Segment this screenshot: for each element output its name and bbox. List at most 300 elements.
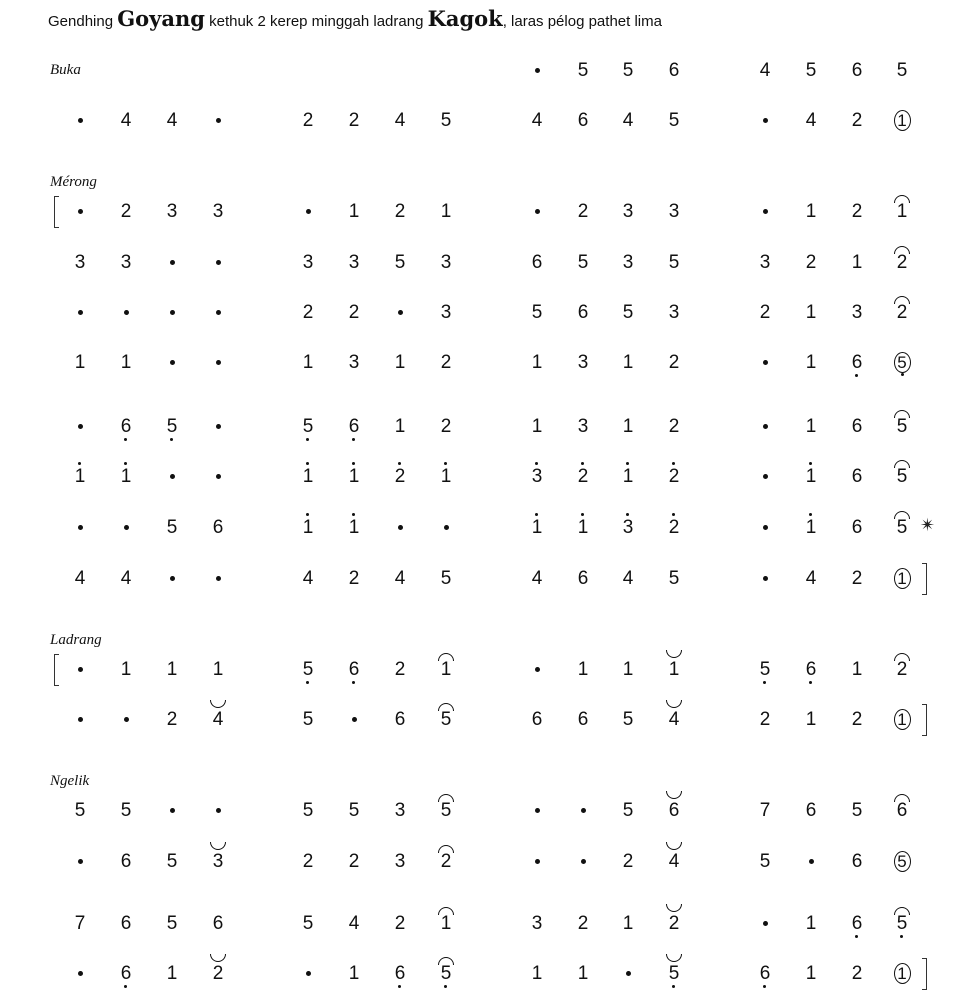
- title-suffix: , laras pélog pathet lima: [502, 13, 662, 30]
- rest-cell: [385, 512, 415, 542]
- rest-dot: [78, 310, 83, 315]
- note-digit: 6: [577, 567, 589, 589]
- note-cell: [522, 512, 552, 542]
- note-digit: 5: [577, 251, 589, 273]
- note-digit: 3: [348, 251, 360, 273]
- note-cell: [431, 297, 461, 327]
- note-digit: 2: [348, 850, 360, 872]
- note-cell: [293, 795, 323, 825]
- note-cell: [339, 196, 369, 226]
- note-cell: [613, 105, 643, 135]
- note-cell: [293, 347, 323, 377]
- gong-circle: [894, 110, 911, 131]
- note-digit: 5: [668, 962, 680, 984]
- note-digit: 5: [348, 799, 360, 821]
- note-cell: [568, 347, 598, 377]
- kempul-mark: [666, 842, 682, 850]
- note-digit: 6: [348, 415, 360, 437]
- kempul-mark: [666, 700, 682, 708]
- rest-dot: [763, 525, 768, 530]
- note-cell: [659, 196, 689, 226]
- note-cell: [750, 55, 780, 85]
- rest-cell: [157, 297, 187, 327]
- note-cell: [385, 461, 415, 491]
- note-digit: 6: [851, 912, 863, 934]
- note-digit: 3: [622, 251, 634, 273]
- rest-cell: [111, 704, 141, 734]
- note-digit: 1: [302, 465, 314, 487]
- note-digit: 5: [805, 59, 817, 81]
- note-digit: 1: [805, 351, 817, 373]
- note-digit: 1: [531, 415, 543, 437]
- note-cell: [659, 347, 689, 377]
- note-digit: 6: [394, 708, 406, 730]
- note-digit: 5: [440, 708, 452, 730]
- repeat-end-bracket: [922, 958, 927, 990]
- note-cell: [431, 795, 461, 825]
- note-cell: [339, 795, 369, 825]
- note-cell: [842, 958, 872, 988]
- note-digit: 6: [577, 708, 589, 730]
- note-digit: 6: [531, 708, 543, 730]
- note-cell: [613, 846, 643, 876]
- note-cell: [887, 512, 917, 542]
- note-digit: 1: [622, 465, 634, 487]
- rest-cell: [568, 795, 598, 825]
- note-cell: [887, 846, 917, 876]
- note-cell: [385, 958, 415, 988]
- note-digit: 2: [302, 301, 314, 323]
- kenong-mark: [894, 410, 910, 418]
- rest-dot: [763, 209, 768, 214]
- rest-cell: [203, 795, 233, 825]
- kenong-mark: [894, 460, 910, 468]
- note-cell: [339, 347, 369, 377]
- note-digit: 5: [622, 799, 634, 821]
- rest-cell: [750, 347, 780, 377]
- note-digit: 1: [897, 709, 907, 729]
- note-cell: [293, 297, 323, 327]
- note-cell: [522, 704, 552, 734]
- note-cell: [568, 105, 598, 135]
- note-digit: 5: [302, 415, 314, 437]
- rest-dot: [216, 808, 221, 813]
- note-cell: [65, 563, 95, 593]
- note-cell: [157, 908, 187, 938]
- note-cell: [431, 908, 461, 938]
- rest-cell: [613, 958, 643, 988]
- note-digit: 5: [120, 799, 132, 821]
- note-digit: 3: [212, 200, 224, 222]
- note-cell: [111, 795, 141, 825]
- note-digit: 2: [896, 658, 908, 680]
- kempul-mark: [666, 904, 682, 912]
- rest-cell: [750, 196, 780, 226]
- note-cell: [385, 563, 415, 593]
- note-cell: [157, 411, 187, 441]
- rest-dot: [170, 260, 175, 265]
- rest-cell: [65, 704, 95, 734]
- repeat-end-bracket: [922, 563, 927, 595]
- note-digit: 6: [896, 799, 908, 821]
- rest-dot: [444, 525, 449, 530]
- rest-cell: [65, 297, 95, 327]
- note-digit: 1: [805, 912, 817, 934]
- note-digit: 1: [120, 658, 132, 680]
- gong-circle: [894, 851, 911, 872]
- note-digit: 1: [166, 962, 178, 984]
- note-cell: [659, 512, 689, 542]
- note-cell: [203, 196, 233, 226]
- note-digit: 1: [212, 658, 224, 680]
- note-digit: 1: [120, 465, 132, 487]
- gong-circle: [894, 568, 911, 589]
- note-cell: [203, 704, 233, 734]
- note-cell: [842, 297, 872, 327]
- note-cell: [522, 461, 552, 491]
- note-digit: 6: [851, 59, 863, 81]
- note-digit: 4: [166, 109, 178, 131]
- note-digit: 2: [622, 850, 634, 872]
- note-cell: [659, 795, 689, 825]
- note-cell: [157, 654, 187, 684]
- note-digit: 5: [440, 567, 452, 589]
- note-digit: 1: [531, 516, 543, 538]
- note-digit: 5: [759, 850, 771, 872]
- section-label: Mérong: [50, 174, 97, 190]
- note-digit: 1: [805, 708, 817, 730]
- note-digit: 5: [896, 912, 908, 934]
- note-cell: [522, 347, 552, 377]
- repeat-start-bracket: [54, 196, 59, 228]
- note-digit: 1: [851, 658, 863, 680]
- note-cell: [842, 247, 872, 277]
- note-cell: [796, 461, 826, 491]
- note-cell: [568, 461, 598, 491]
- note-cell: [659, 105, 689, 135]
- note-digit: 6: [212, 912, 224, 934]
- note-cell: [796, 563, 826, 593]
- note-cell: [659, 958, 689, 988]
- note-digit: 5: [851, 799, 863, 821]
- note-digit: 6: [805, 799, 817, 821]
- note-digit: 1: [531, 962, 543, 984]
- note-cell: [613, 795, 643, 825]
- note-digit: 5: [166, 516, 178, 538]
- rest-cell: [385, 297, 415, 327]
- rest-dot: [306, 209, 311, 214]
- note-cell: [842, 105, 872, 135]
- note-digit: 3: [166, 200, 178, 222]
- note-cell: [659, 461, 689, 491]
- note-digit: 2: [759, 708, 771, 730]
- note-cell: [887, 55, 917, 85]
- note-digit: 5: [302, 912, 314, 934]
- note-cell: [339, 958, 369, 988]
- note-cell: [659, 846, 689, 876]
- note-digit: 4: [805, 567, 817, 589]
- note-digit: 1: [805, 301, 817, 323]
- kenong-mark: [894, 296, 910, 304]
- note-cell: [293, 512, 323, 542]
- note-digit: 1: [577, 516, 589, 538]
- note-cell: [750, 846, 780, 876]
- note-digit: 5: [302, 658, 314, 680]
- note-cell: [613, 347, 643, 377]
- note-cell: [750, 297, 780, 327]
- note-digit: 3: [394, 799, 406, 821]
- note-digit: 5: [668, 251, 680, 273]
- note-cell: [111, 908, 141, 938]
- rest-dot: [170, 808, 175, 813]
- note-digit: 1: [577, 962, 589, 984]
- note-cell: [65, 795, 95, 825]
- gong-circle: [894, 352, 911, 373]
- note-cell: [385, 654, 415, 684]
- rest-cell: [750, 411, 780, 441]
- note-digit: 2: [394, 912, 406, 934]
- note-digit: 6: [668, 59, 680, 81]
- kempul-mark: [666, 954, 682, 962]
- note-cell: [203, 846, 233, 876]
- note-cell: [750, 247, 780, 277]
- kenong-mark: [438, 845, 454, 853]
- note-cell: [65, 347, 95, 377]
- note-cell: [522, 247, 552, 277]
- note-digit: 5: [896, 59, 908, 81]
- title-prefix: Gendhing: [48, 13, 118, 30]
- section-label: Buka: [50, 62, 81, 78]
- note-digit: 1: [440, 200, 452, 222]
- rest-dot: [124, 525, 129, 530]
- note-cell: [431, 563, 461, 593]
- note-digit: 4: [622, 567, 634, 589]
- rest-dot: [78, 525, 83, 530]
- rest-cell: [203, 105, 233, 135]
- note-digit: 6: [394, 962, 406, 984]
- note-cell: [339, 563, 369, 593]
- title-middle: kethuk 2 kerep minggah ladrang: [204, 13, 428, 30]
- rest-dot: [398, 310, 403, 315]
- note-cell: [842, 512, 872, 542]
- note-cell: [568, 512, 598, 542]
- rest-cell: [522, 654, 552, 684]
- note-cell: [385, 846, 415, 876]
- kempul-mark: [210, 700, 226, 708]
- rest-dot: [535, 209, 540, 214]
- note-cell: [293, 846, 323, 876]
- note-cell: [111, 411, 141, 441]
- note-digit: 3: [302, 251, 314, 273]
- kenong-mark: [438, 703, 454, 711]
- note-cell: [796, 347, 826, 377]
- rest-dot: [124, 717, 129, 722]
- note-digit: 5: [440, 962, 452, 984]
- note-digit: 4: [120, 109, 132, 131]
- rest-dot: [78, 209, 83, 214]
- rest-cell: [111, 512, 141, 542]
- note-cell: [568, 704, 598, 734]
- note-digit: 5: [166, 850, 178, 872]
- note-digit: 5: [896, 415, 908, 437]
- note-digit: 3: [212, 850, 224, 872]
- note-digit: 6: [531, 251, 543, 273]
- note-digit: 2: [166, 708, 178, 730]
- kenong-mark: [438, 653, 454, 661]
- note-digit: 3: [440, 251, 452, 273]
- note-cell: [568, 297, 598, 327]
- note-digit: 1: [805, 465, 817, 487]
- note-digit: 4: [348, 912, 360, 934]
- rest-dot: [216, 260, 221, 265]
- note-cell: [659, 247, 689, 277]
- note-digit: 1: [805, 962, 817, 984]
- note-digit: 1: [302, 516, 314, 538]
- note-cell: [431, 196, 461, 226]
- note-cell: [431, 654, 461, 684]
- rest-cell: [750, 908, 780, 938]
- note-cell: [385, 908, 415, 938]
- rest-cell: [157, 795, 187, 825]
- note-cell: [65, 461, 95, 491]
- rest-cell: [431, 512, 461, 542]
- rest-dot: [216, 424, 221, 429]
- section-label: Ladrang: [50, 632, 102, 648]
- note-digit: 1: [394, 351, 406, 373]
- note-cell: [385, 347, 415, 377]
- note-cell: [568, 654, 598, 684]
- rest-cell: [293, 958, 323, 988]
- note-cell: [293, 105, 323, 135]
- rest-cell: [522, 55, 552, 85]
- note-cell: [431, 411, 461, 441]
- note-digit: 2: [668, 516, 680, 538]
- note-digit: 1: [805, 415, 817, 437]
- note-digit: 6: [851, 465, 863, 487]
- note-cell: [796, 105, 826, 135]
- note-cell: [887, 563, 917, 593]
- rest-cell: [65, 846, 95, 876]
- rest-dot: [398, 525, 403, 530]
- note-cell: [796, 297, 826, 327]
- note-cell: [613, 563, 643, 593]
- note-cell: [293, 411, 323, 441]
- rest-cell: [522, 795, 552, 825]
- note-cell: [750, 958, 780, 988]
- note-cell: [613, 196, 643, 226]
- note-cell: [65, 908, 95, 938]
- gong-circle: [894, 709, 911, 730]
- note-digit: 4: [212, 708, 224, 730]
- note-cell: [796, 704, 826, 734]
- note-cell: [613, 512, 643, 542]
- note-cell: [339, 411, 369, 441]
- note-cell: [293, 704, 323, 734]
- note-cell: [339, 846, 369, 876]
- note-digit: 1: [440, 658, 452, 680]
- note-digit: 5: [166, 415, 178, 437]
- note-digit: 2: [348, 567, 360, 589]
- note-digit: 1: [805, 516, 817, 538]
- rest-dot: [581, 808, 586, 813]
- note-cell: [887, 347, 917, 377]
- note-cell: [339, 297, 369, 327]
- note-digit: 7: [74, 912, 86, 934]
- rest-dot: [306, 971, 311, 976]
- note-cell: [203, 512, 233, 542]
- note-cell: [796, 908, 826, 938]
- rest-cell: [203, 297, 233, 327]
- section-label: Ngelik: [50, 773, 90, 789]
- rest-dot: [170, 360, 175, 365]
- note-digit: 5: [897, 851, 907, 871]
- note-cell: [522, 105, 552, 135]
- note-digit: 5: [394, 251, 406, 273]
- rest-dot: [535, 859, 540, 864]
- note-digit: 2: [302, 109, 314, 131]
- note-cell: [339, 654, 369, 684]
- rest-cell: [203, 411, 233, 441]
- rest-cell: [203, 563, 233, 593]
- note-digit: 2: [851, 109, 863, 131]
- note-digit: 2: [302, 850, 314, 872]
- note-digit: 5: [440, 109, 452, 131]
- rest-cell: [293, 196, 323, 226]
- rest-dot: [626, 971, 631, 976]
- note-digit: 5: [622, 301, 634, 323]
- note-digit: 6: [851, 351, 863, 373]
- note-digit: 2: [577, 465, 589, 487]
- note-digit: 1: [896, 200, 908, 222]
- rest-dot: [763, 118, 768, 123]
- note-cell: [842, 411, 872, 441]
- note-cell: [203, 908, 233, 938]
- rest-dot: [78, 667, 83, 672]
- note-digit: 2: [577, 200, 589, 222]
- note-cell: [887, 704, 917, 734]
- note-digit: 6: [805, 658, 817, 680]
- note-cell: [613, 411, 643, 441]
- note-cell: [796, 411, 826, 441]
- note-digit: 2: [440, 351, 452, 373]
- note-digit: 1: [622, 912, 634, 934]
- note-digit: 1: [348, 516, 360, 538]
- note-cell: [431, 347, 461, 377]
- note-cell: [293, 908, 323, 938]
- note-cell: [887, 795, 917, 825]
- rest-cell: [157, 247, 187, 277]
- kempul-mark: [666, 650, 682, 658]
- note-digit: 2: [896, 251, 908, 273]
- gong-circle: [894, 963, 911, 984]
- note-cell: [111, 105, 141, 135]
- note-cell: [568, 247, 598, 277]
- note-cell: [522, 908, 552, 938]
- note-cell: [293, 563, 323, 593]
- note-digit: 1: [348, 200, 360, 222]
- note-cell: [157, 105, 187, 135]
- note-cell: [339, 908, 369, 938]
- note-digit: 5: [668, 109, 680, 131]
- note-cell: [613, 654, 643, 684]
- note-cell: [522, 297, 552, 327]
- note-digit: 6: [668, 799, 680, 821]
- rest-dot: [763, 360, 768, 365]
- rest-cell: [157, 461, 187, 491]
- rest-dot: [216, 576, 221, 581]
- note-cell: [339, 512, 369, 542]
- rest-cell: [157, 563, 187, 593]
